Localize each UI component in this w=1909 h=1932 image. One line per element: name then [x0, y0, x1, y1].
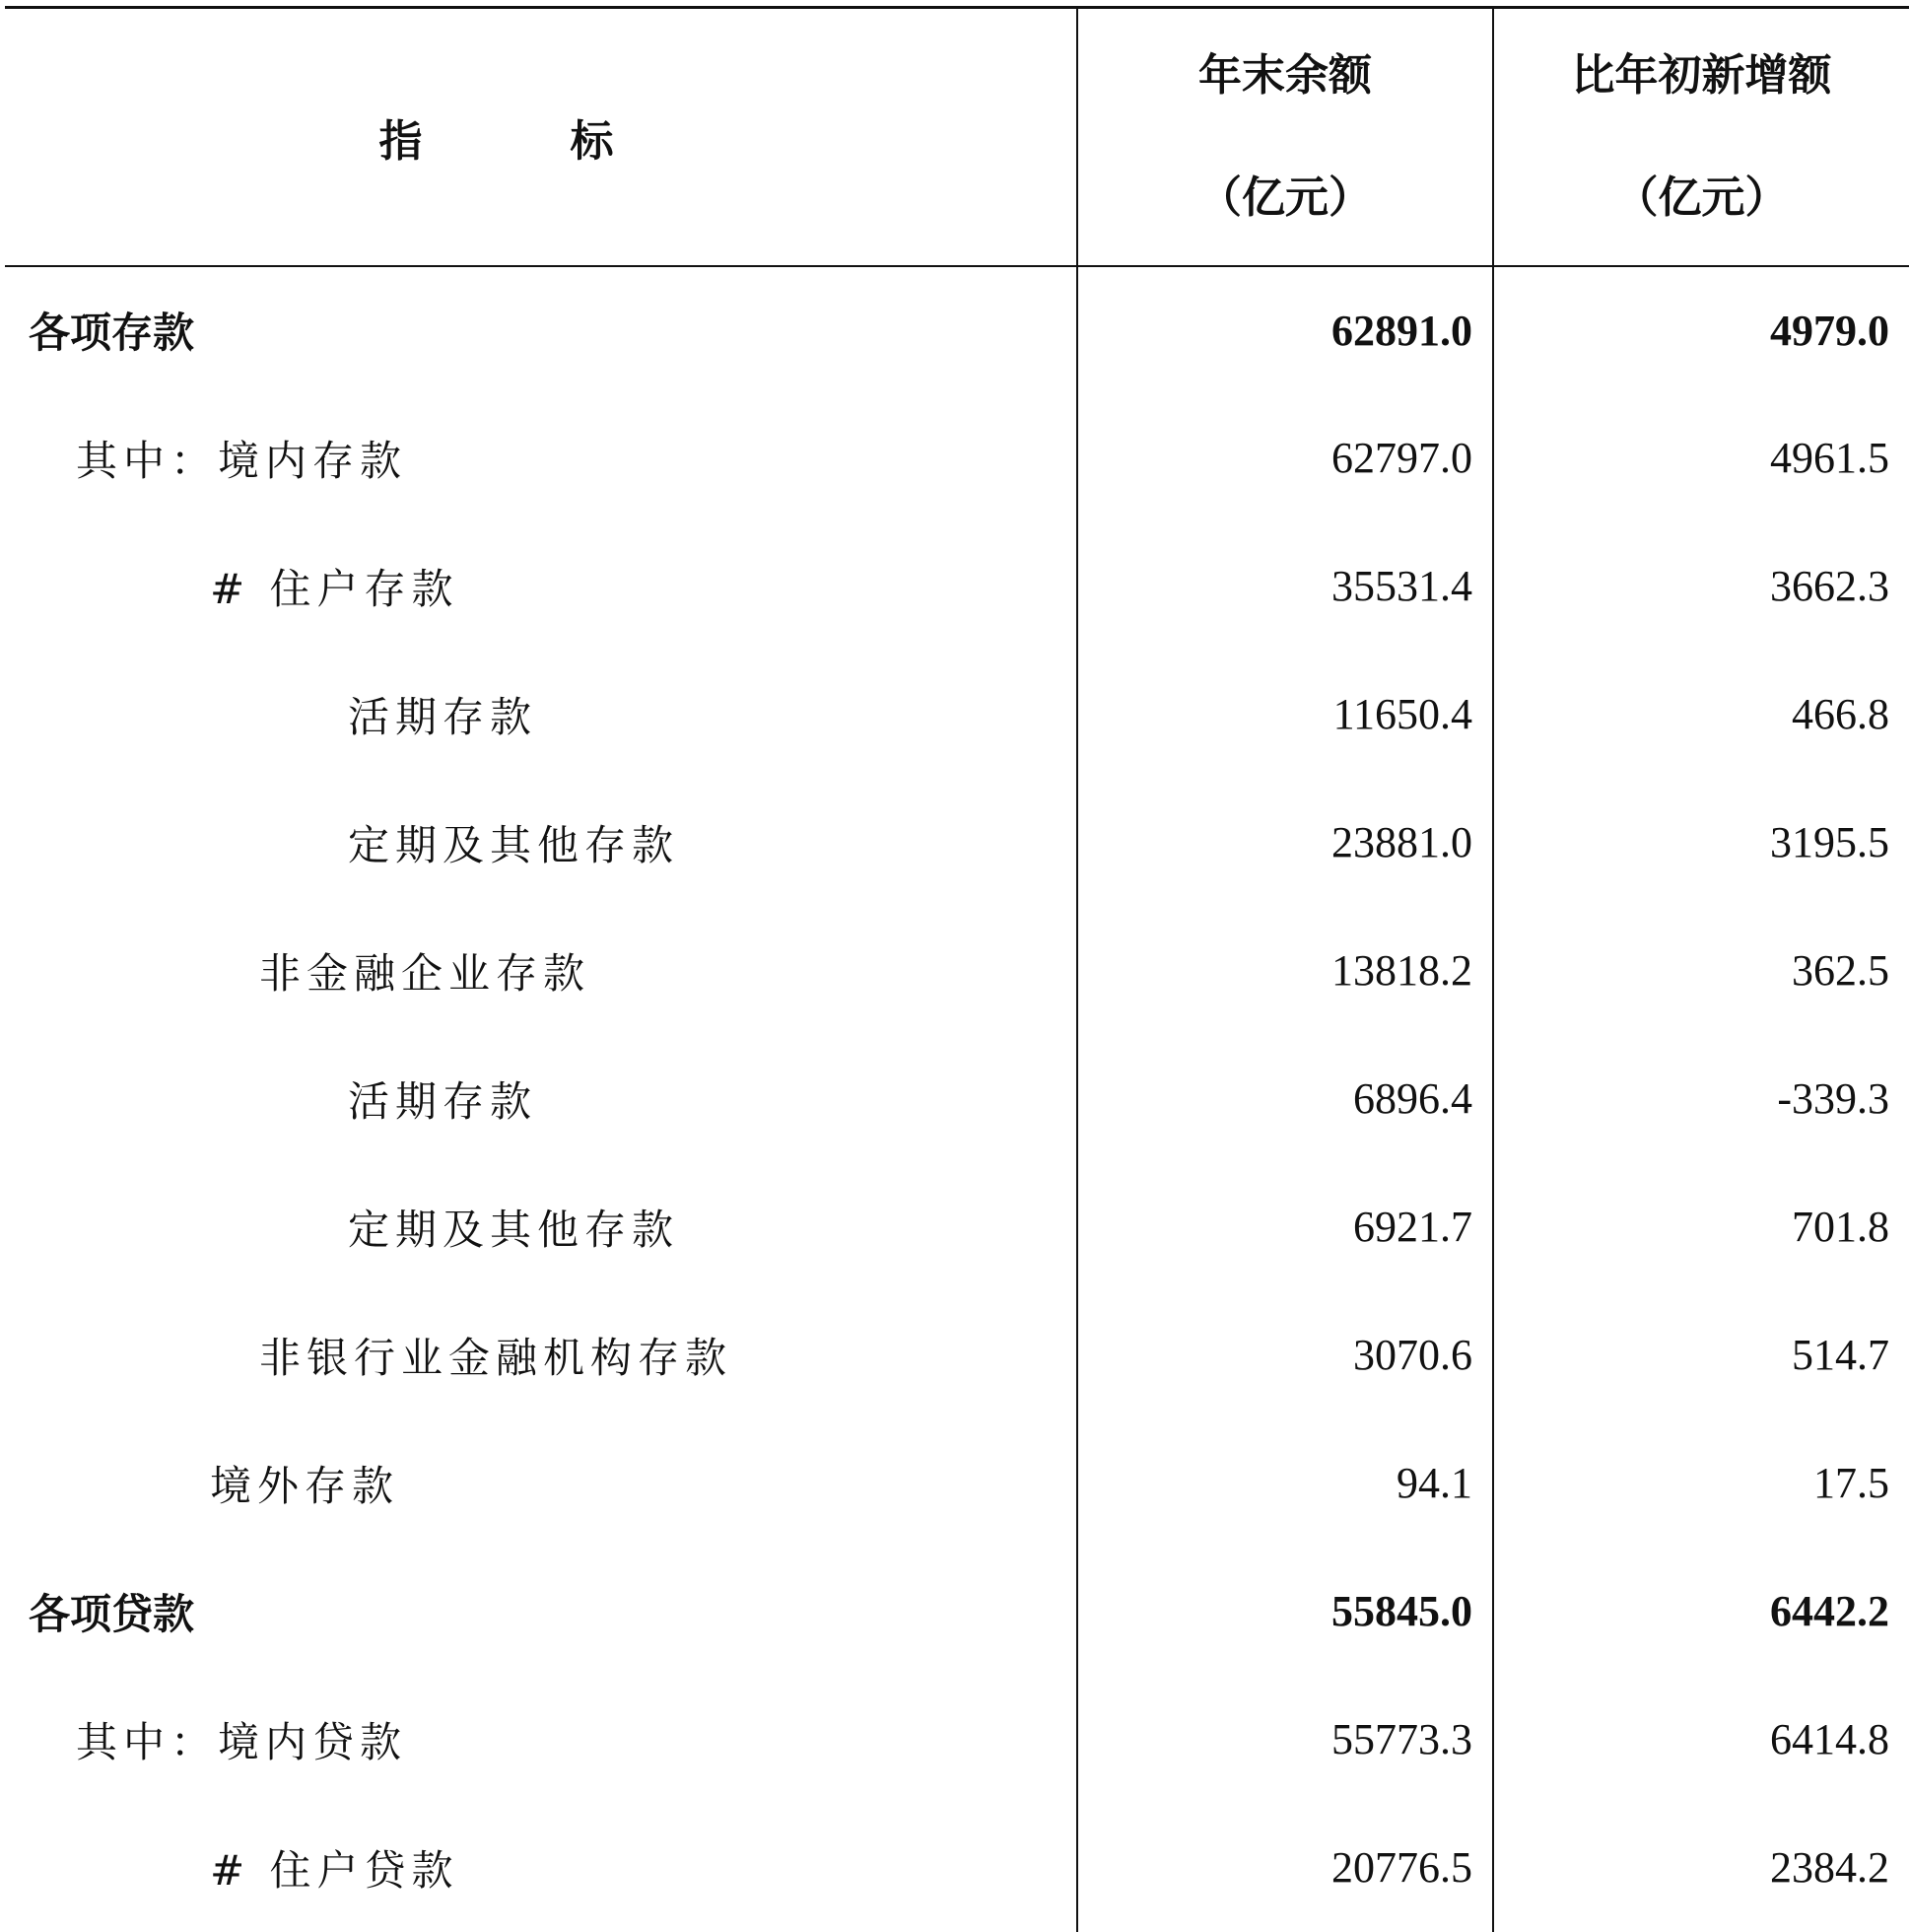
- increase-cell: -339.3: [1493, 1035, 1909, 1163]
- row-label: 其中：境内存款: [76, 436, 408, 485]
- table-row-total-deposits: [5, 266, 1909, 394]
- year-end-balance-cell: 3070.6: [1077, 1291, 1493, 1419]
- table-row-overseas-deposits: [5, 1419, 1909, 1548]
- year-end-balance-cell: 55773.3: [1077, 1676, 1493, 1804]
- increase-cell: 362.5: [1493, 907, 1909, 1035]
- year-end-balance-cell: 11650.4: [1077, 651, 1493, 779]
- increase-cell: 3195.5: [1493, 779, 1909, 907]
- year-end-balance-column-header: [1077, 8, 1493, 266]
- table-row-household-time-deposits: [5, 779, 1909, 907]
- row-label: 境外存款: [210, 1461, 400, 1510]
- deposit-loan-table: [5, 6, 1909, 1932]
- row-label: 活期存款: [348, 1076, 538, 1126]
- row-label: 非金融企业存款: [259, 948, 591, 998]
- year-end-balance-header-unit: （亿元）: [1198, 172, 1372, 223]
- year-end-balance-cell: 13818.2: [1077, 907, 1493, 1035]
- table-row-household-deposits: [5, 522, 1909, 651]
- increase-cell: 701.8: [1493, 1163, 1909, 1291]
- year-end-balance-cell: 6921.7: [1077, 1163, 1493, 1291]
- increase-cell: 4979.0: [1493, 266, 1909, 394]
- indicator-column-header: [5, 8, 1077, 266]
- increase-cell: 514.7: [1493, 1291, 1909, 1419]
- table-header: [5, 8, 1909, 266]
- table-row-domestic-loans: [5, 1676, 1909, 1804]
- year-end-balance-cell: 94.1: [1077, 1419, 1493, 1548]
- increase-cell: 2384.2: [1493, 1804, 1909, 1932]
- row-label: 各项存款: [29, 309, 195, 357]
- year-end-balance-cell: 6896.4: [1077, 1035, 1493, 1163]
- row-label: 其中：境内贷款: [76, 1717, 408, 1766]
- year-end-balance-cell: 62797.0: [1077, 394, 1493, 522]
- table-row-nonbank-financial-deposits: [5, 1291, 1909, 1419]
- row-label: # 住户存款: [210, 564, 459, 613]
- year-end-balance-cell: 62891.0: [1077, 266, 1493, 394]
- increase-cell: 6442.2: [1493, 1548, 1909, 1676]
- increase-cell: 466.8: [1493, 651, 1909, 779]
- increase-cell: 3662.3: [1493, 522, 1909, 651]
- increase-cell: 6414.8: [1493, 1676, 1909, 1804]
- year-end-balance-cell: 20776.5: [1077, 1804, 1493, 1932]
- increase-since-year-start-column-header: [1493, 8, 1909, 266]
- table-row-enterprise-deposits: [5, 907, 1909, 1035]
- row-label: 定期及其他存款: [348, 820, 680, 869]
- year-end-balance-cell: 35531.4: [1077, 522, 1493, 651]
- increase-cell: 17.5: [1493, 1419, 1909, 1548]
- header-row: [5, 8, 1909, 266]
- increase-header-label: 比年初新增额: [1571, 49, 1832, 101]
- increase-header-unit: （亿元）: [1614, 172, 1789, 223]
- row-label: 定期及其他存款: [348, 1205, 680, 1254]
- indicator-header-label: 指标: [378, 115, 762, 167]
- row-label: 活期存款: [348, 692, 538, 741]
- table-row-household-demand-deposits: [5, 651, 1909, 779]
- table-row-total-loans: [5, 1548, 1909, 1676]
- table-row-enterprise-time-deposits: [5, 1163, 1909, 1291]
- row-label: 各项贷款: [29, 1589, 195, 1638]
- table-row-household-loans: [5, 1804, 1909, 1932]
- row-label: # 住户贷款: [210, 1845, 459, 1895]
- table-row-domestic-deposits: [5, 394, 1909, 522]
- year-end-balance-cell: 23881.0: [1077, 779, 1493, 907]
- year-end-balance-header-label: 年末余额: [1198, 49, 1372, 101]
- increase-cell: 4961.5: [1493, 394, 1909, 522]
- year-end-balance-cell: 55845.0: [1077, 1548, 1493, 1676]
- table-body: [5, 266, 1909, 1932]
- row-label: 非银行业金融机构存款: [259, 1333, 733, 1382]
- table-row-enterprise-demand-deposits: [5, 1035, 1909, 1163]
